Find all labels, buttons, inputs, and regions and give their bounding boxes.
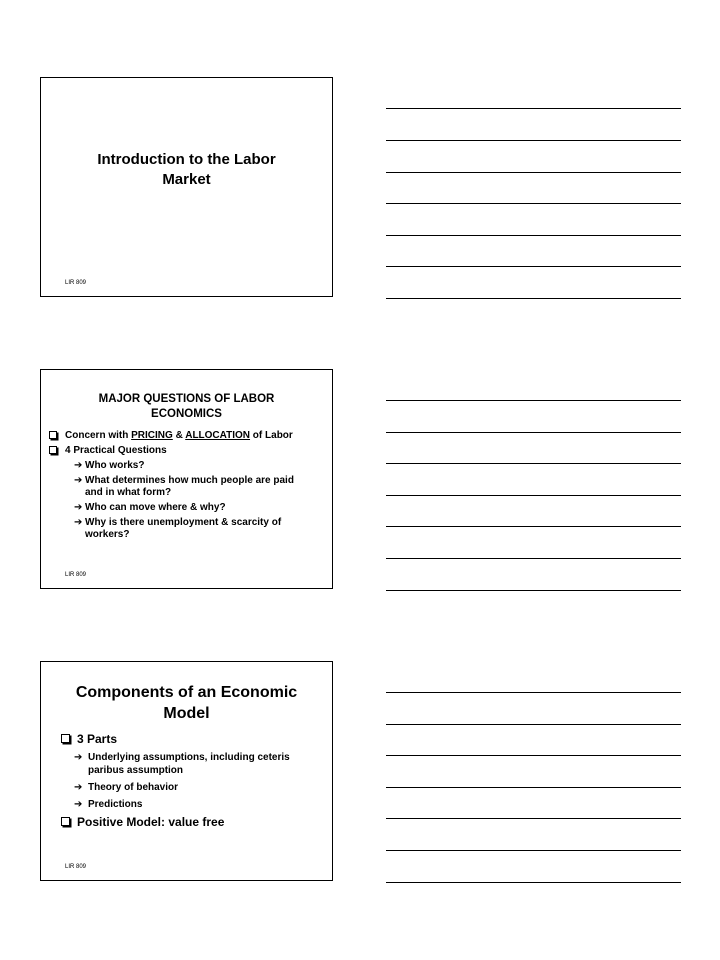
slide-3-subbullet-2: ➔ Theory of behavior (74, 782, 179, 793)
slide-2-subbullet-4: ➔ Why is there unemployment & scarcity of workers? (74, 517, 282, 540)
slide-2-bullet-list (41, 430, 332, 541)
slide-3-bullet-1: 3 Parts (61, 732, 332, 747)
note-line (386, 140, 681, 141)
note-line (386, 850, 681, 851)
slide-3-bullet-list (41, 732, 332, 830)
allocation-term: ALLOCATION (185, 430, 251, 441)
arrow-right-icon: ➔ (74, 799, 83, 810)
note-line (386, 724, 681, 725)
slide-2-subbullet-3: ➔ Who can move where & why? (74, 502, 226, 513)
arrow-right-icon: ➔ (74, 475, 83, 486)
slide-2-bullet-2: 4 Practical Questions (49, 445, 318, 457)
note-line (386, 108, 681, 109)
note-line (386, 266, 681, 267)
note-line (386, 590, 681, 591)
slide-3-title: Components of an Economic Model (75, 684, 298, 722)
note-line (386, 432, 681, 433)
slide-2-title: MAJOR QUESTIONS OF LABOR ECONOMICS (98, 393, 275, 420)
arrow-right-icon: ➔ (74, 782, 83, 793)
square-box-icon (61, 734, 70, 743)
note-line (386, 400, 681, 401)
note-line (386, 463, 681, 464)
note-line (386, 495, 681, 496)
note-line (386, 298, 681, 299)
note-line (386, 203, 681, 204)
slide-2-footer: LIR 809 (65, 572, 87, 578)
slide-2-subbullet-2: ➔ What determines how much people are paid and in what form? (74, 475, 294, 498)
square-box-icon (49, 446, 57, 454)
slide-3-bullet-2: Positive Model: value free (61, 815, 332, 830)
arrow-right-icon: ➔ (74, 752, 83, 763)
note-line (386, 818, 681, 819)
note-line (386, 235, 681, 236)
note-line (386, 526, 681, 527)
slide-3-footer: LIR 809 (65, 864, 87, 870)
square-box-icon (49, 431, 57, 439)
slide-2-bullet-1: Concern with PRICING & ALLOCATION of Labor (49, 430, 318, 442)
slide-2 (40, 369, 333, 589)
arrow-right-icon: ➔ (74, 517, 83, 528)
note-line (386, 692, 681, 693)
slide-3-subbullet-3: ➔ Predictions (74, 799, 143, 810)
slide-1-title: Introduction to the Labor Market (97, 151, 276, 188)
arrow-right-icon: ➔ (74, 502, 83, 513)
slide-3-subbullet-1: ➔ Underlying assumptions, including ceteris paribus assumption (74, 752, 290, 776)
slide-3 (40, 661, 333, 881)
note-line (386, 882, 681, 883)
pricing-term: PRICING (131, 430, 173, 441)
slide-1-footer: LIR 809 (65, 280, 87, 286)
slide-2-subbullet-1: ➔ Who works? (74, 460, 145, 471)
square-box-icon (61, 817, 70, 826)
note-line (386, 172, 681, 173)
arrow-right-icon: ➔ (74, 460, 83, 471)
slide-1 (40, 77, 333, 297)
note-line (386, 558, 681, 559)
note-line (386, 755, 681, 756)
note-line (386, 787, 681, 788)
